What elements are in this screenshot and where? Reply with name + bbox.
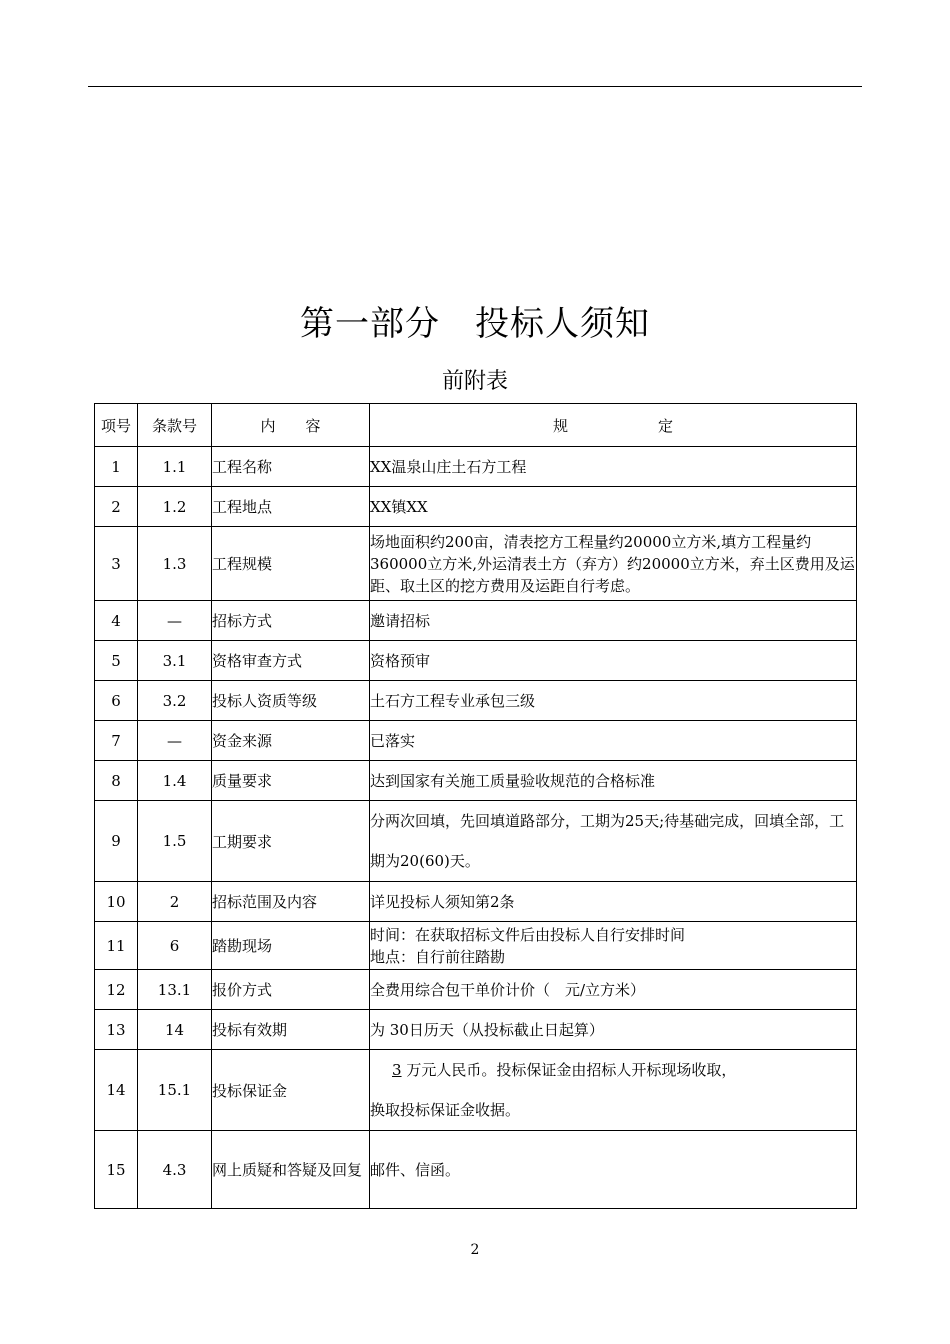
row-clause: 2 xyxy=(138,882,212,922)
table-row xyxy=(95,487,857,527)
row-clause: — xyxy=(138,721,212,761)
row-content: 工程规模 xyxy=(212,527,370,601)
table-row xyxy=(95,801,857,882)
row-provision: 为 30日历天（从投标截止日起算） xyxy=(370,1010,857,1050)
bid-bond-amount: 3 xyxy=(392,1061,402,1079)
row-no: 7 xyxy=(95,721,138,761)
row-content: 投标保证金 xyxy=(212,1050,370,1131)
table-row xyxy=(95,641,857,681)
row-clause: 15.1 xyxy=(138,1050,212,1131)
row-clause: 1.2 xyxy=(138,487,212,527)
header-provision: 规 定 xyxy=(370,404,857,447)
row-content: 投标有效期 xyxy=(212,1010,370,1050)
row-provision xyxy=(370,1050,857,1131)
row-no: 2 xyxy=(95,487,138,527)
bid-bond-line xyxy=(370,1050,856,1090)
row-no: 9 xyxy=(95,801,138,882)
row-provision: 邮件、信函。 xyxy=(370,1131,857,1209)
row-no: 12 xyxy=(95,970,138,1010)
row-clause: 4.3 xyxy=(138,1131,212,1209)
table-row xyxy=(95,721,857,761)
row-no: 15 xyxy=(95,1131,138,1209)
row-content: 质量要求 xyxy=(212,761,370,801)
row-no: 11 xyxy=(95,922,138,970)
table-row xyxy=(95,882,857,922)
row-clause: 1.5 xyxy=(138,801,212,882)
site-visit-place: 地点：自行前往踏勘 xyxy=(370,947,506,966)
table-row xyxy=(95,527,857,601)
row-clause: — xyxy=(138,601,212,641)
row-content: 投标人资质等级 xyxy=(212,681,370,721)
row-clause: 6 xyxy=(138,922,212,970)
header-rule xyxy=(88,86,862,87)
row-no: 1 xyxy=(95,447,138,487)
row-provision: 分两次回填，先回填道路部分，工期为25天;待基础完成，回填全部，工期为20(60)天。 xyxy=(370,801,857,882)
row-content: 招标范围及内容 xyxy=(212,882,370,922)
row-provision: 场地面积约200亩，清表挖方工程量约20000立方米,填方工程量约360000立方米,外运清表土方（弃方）约20000立方米，弃土区费用及运距、取土区的挖方费用及运距自行考虑。 xyxy=(370,527,857,601)
table-row xyxy=(95,922,857,970)
table-row xyxy=(95,970,857,1010)
page-number: 2 xyxy=(470,1242,480,1258)
table-header-row xyxy=(95,404,857,447)
row-provision xyxy=(370,922,857,970)
row-content: 资金来源 xyxy=(212,721,370,761)
row-clause: 3.2 xyxy=(138,681,212,721)
header-item-no: 项号 xyxy=(95,404,138,447)
table-title: 前附表 xyxy=(441,369,508,394)
row-content: 工程名称 xyxy=(212,447,370,487)
row-provision: 土石方工程专业承包三级 xyxy=(370,681,857,721)
row-no: 6 xyxy=(95,681,138,721)
row-provision: 已落实 xyxy=(370,721,857,761)
row-content: 网上质疑和答疑及回复 xyxy=(212,1131,370,1209)
row-clause: 1.4 xyxy=(138,761,212,801)
row-content: 报价方式 xyxy=(212,970,370,1010)
header-clause-no: 条款号 xyxy=(138,404,212,447)
row-provision: XX温泉山庄土石方工程 xyxy=(370,447,857,487)
table-row xyxy=(95,761,857,801)
site-visit-time: 时间：在获取招标文件后由投标人自行安排时间 xyxy=(370,925,686,944)
row-content: 工程地点 xyxy=(212,487,370,527)
row-no: 10 xyxy=(95,882,138,922)
row-clause: 1.1 xyxy=(138,447,212,487)
row-no: 5 xyxy=(95,641,138,681)
row-provision: 全费用综合包干单价计价（ 元/立方米） xyxy=(370,970,857,1010)
row-clause: 13.1 xyxy=(138,970,212,1010)
table-row xyxy=(95,1010,857,1050)
row-clause: 1.3 xyxy=(138,527,212,601)
row-content: 资格审查方式 xyxy=(212,641,370,681)
table-row xyxy=(95,681,857,721)
part-title: 第一部分 投标人须知 xyxy=(300,304,650,344)
row-clause: 3.1 xyxy=(138,641,212,681)
bid-bond-text: 万元人民币。投标保证金由招标人开标现场收取， xyxy=(406,1061,737,1079)
row-no: 13 xyxy=(95,1010,138,1050)
row-no: 4 xyxy=(95,601,138,641)
bid-info-table xyxy=(94,403,857,1209)
row-clause: 14 xyxy=(138,1010,212,1050)
header-content: 内 容 xyxy=(212,404,370,447)
row-provision: 资格预审 xyxy=(370,641,857,681)
table-row xyxy=(95,1050,857,1131)
row-provision: 邀请招标 xyxy=(370,601,857,641)
bid-bond-receipt: 换取投标保证金收据。 xyxy=(370,1101,521,1119)
table-row xyxy=(95,1131,857,1209)
table-row xyxy=(95,601,857,641)
row-content: 招标方式 xyxy=(212,601,370,641)
row-content: 工期要求 xyxy=(212,801,370,882)
row-content: 踏勘现场 xyxy=(212,922,370,970)
row-provision: XX镇XX xyxy=(370,487,857,527)
row-provision: 详见投标人须知第2条 xyxy=(370,882,857,922)
row-provision: 达到国家有关施工质量验收规范的合格标准 xyxy=(370,761,857,801)
row-no: 8 xyxy=(95,761,138,801)
table-row xyxy=(95,447,857,487)
row-no: 14 xyxy=(95,1050,138,1131)
row-no: 3 xyxy=(95,527,138,601)
